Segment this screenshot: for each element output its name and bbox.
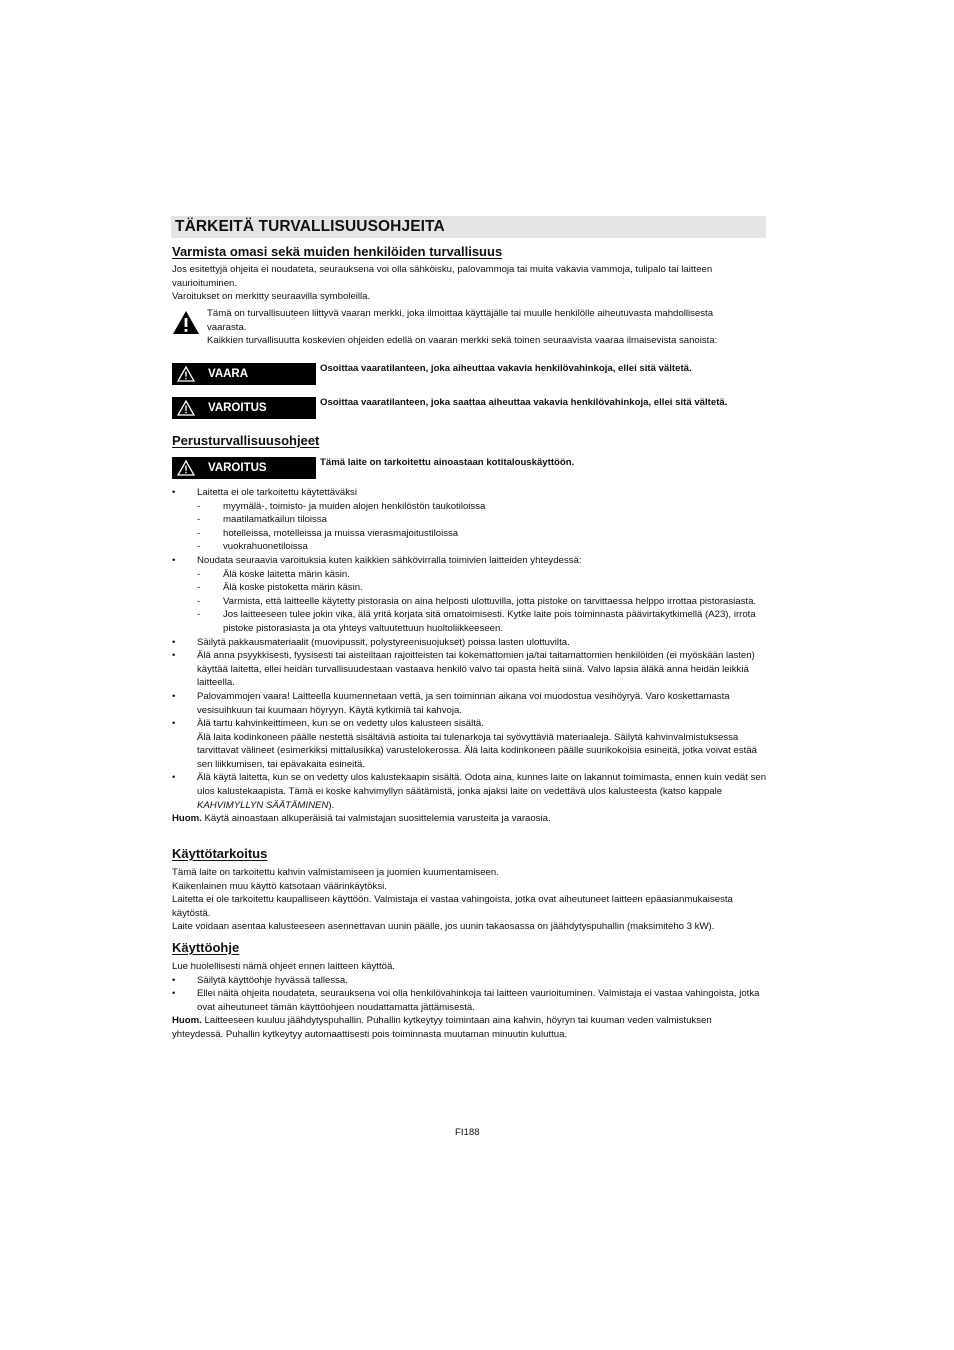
list-item-text: Laitetta ei ole tarkoitettu käytettäväksi [197,487,357,498]
list-item [172,690,768,717]
bullet-glyph: • [172,636,176,648]
sub-item-text: myymälä-, toimisto- ja muiden alojen henkilöstön taukotiloissa [223,500,486,512]
sub-item-text: Jos laitteeseen tulee jokin vika, älä yritä korjata sitä omatoimisesti. Kytke laite pois toiminnasta päävirtakytkimellä (A23), irrota pistoke pistorasiasta ja ota yhteys valtuutettuun huoltoliikkeeseen. [223,609,756,634]
sub-list-item [172,513,768,527]
list-item-text: Ellei näitä ohjeita noudateta, seurauksena voi olla henkilövahinkoja tai laitteen vaurioituminen. Valmistaja ei vastaa vahingoista, jotka ovat aiheutuneet tämän käyttöohjeen noudattamatta jättämisestä. [197,988,760,1013]
page-number: FI188 [455,1127,480,1138]
note-paragraph [172,1014,717,1041]
symbol-explanation [207,307,769,348]
list-item [172,649,768,690]
sub-list-item [172,581,768,595]
varoitus-label: VAROITUS [208,462,267,474]
instructions-block [172,960,768,1042]
section-heading-basic-safety: Perusturvallisuusohjeet [172,433,320,448]
sub-list-item [172,568,768,582]
dash-glyph: - [197,595,201,607]
dash-glyph: - [197,568,201,580]
list-item [172,987,768,1014]
list-item-text: Älä käytä laitetta, kun se on vedetty ulos kalustekaapin sisältä. Odota aina, kunnes laite on lakannut toimimasta, ennen kuin vedät sen ulos kalustekaapista. Tämä ei koske kahvimyllyn säätämistä, jonka ajaksi laite on vedettävä ulos kalusteesta (katso kappale [197,772,767,798]
warning-triangle-icon [177,460,195,476]
intended-use-line: Kaikenlainen muu käyttö katsotaan väärinkäytöksi. [172,880,387,892]
dash-glyph: - [197,527,201,539]
symbols-paragraph: Varoitukset on merkitty seuraavilla symboleilla. [172,291,371,302]
list-item [172,974,768,988]
varoitus-badge [172,457,316,479]
list-item-text: Älä tartu kahvinkeittimeen, kun se on vedetty ulos kalusteen sisältä. [197,718,484,730]
sub-item-text: Älä koske laitetta märin käsin. [223,568,350,580]
list-item-text-end: ). [328,799,335,811]
warning-triangle-icon [172,310,200,335]
intended-use-text [172,866,768,934]
intended-use-line: Tämä laite on tarkoitettu kahvin valmistamiseen ja juomien kuumentamiseen. [172,867,499,878]
symbol-explanation-line2: Kaikkien turvallisuutta koskevien ohjeiden edellä on vaaran merkki sekä toinen seuraavista vaaraa ilmaisevista sanoista: [207,335,718,347]
warning-triangle-icon [177,366,195,382]
bullet-glyph: • [172,554,176,566]
list-item-text: Älä anna psyykkisesti, fyysisesti tai aisteiltaan rajoitteisten tai kokemattomien ja/tai taitamattomien henkilöiden (ei myöskään lasten) käyttää laitetta, ellei heidän turvallisuudestaan vastaava henkilö valvo tai opasta heitä siinä. Valvo lapsia äläkä anna heidän leikkiä laitteella. [197,650,755,689]
vaara-description: Osoittaa vaaratilanteen, joka aiheuttaa vakavia henkilövahinkoja, ellei sitä vältetä. [320,363,692,374]
list-item [172,717,768,731]
warning-triangle-icon [177,400,195,416]
sub-item-text: hotelleissa, motelleissa ja muissa vierasmajoitustiloissa [223,527,459,539]
varoitus-badge [172,397,316,419]
instructions-intro: Lue huolellisesti nämä ohjeet ennen laitteen käyttöä. [172,961,395,972]
list-item [172,486,768,500]
dash-glyph: - [197,500,201,512]
sub-list-item [172,608,768,635]
section-heading-intended-use: Käyttötarkoitus [172,846,268,861]
bullet-glyph: • [172,988,176,1000]
list-item-continuation: Älä laita kodinkoneen päälle nestettä sisältäviä astioita tai tulenarkoja tai syövyttäviä materiaaleja. Säilytä kahvinvalmistuksessa tarvittavat välineet (esimerkiksi mittalusikka) varustelokerossa. Älä laita kodinkoneen päälle suurikokoisia esineitä, jotka voivat estää sen liikkumisen, tai epävakaita esineitä. [197,731,757,770]
bullet-glyph: • [172,718,176,730]
section-heading-instructions: Käyttöohje [172,940,240,955]
list-item-text: Noudata seuraavia varoituksia kuten kaikkien sähkövirralla toimivien laitteiden yhteydessä: [197,554,582,566]
list-item [172,771,768,812]
cross-reference: KAHVIMYLLYN SÄÄTÄMINEN [197,799,329,811]
vaara-badge [172,363,316,385]
sub-list-item [172,595,768,609]
sub-item-text: Älä koske pistoketta märin käsin. [223,582,363,594]
note-label: Huom. [172,1015,202,1027]
household-warning-text: Tämä laite on tarkoitettu ainoastaan kotitalouskäyttöön. [320,457,575,468]
sub-item-text: maatilamatkailun tiloissa [223,514,327,526]
dash-glyph: - [197,609,201,621]
symbol-explanation-line1: Tämä on turvallisuuteen liittyvä vaaran merkki, joka ilmoittaa käyttäjälle tai muulle henkilölle aiheutuvasta mahdollisesta vaarasta. [207,308,714,333]
bullet-glyph: • [172,650,176,662]
dash-glyph: - [197,514,201,526]
vaara-label: VAARA [208,368,249,380]
bullet-glyph: • [172,487,176,498]
note-paragraph [172,812,768,826]
bullet-glyph: • [172,772,176,784]
page-title: TÄRKEITÄ TURVALLISUUSOHJEITA [171,216,766,238]
list-item [172,554,768,568]
list-item [172,636,768,650]
sub-item-text: Varmista, että laitteelle käytetty pistorasia on aina helposti ulottuvilla, jotta pistoke on tarvittaessa helppo irrottaa pistorasiasta. [223,595,757,607]
varoitus-label: VAROITUS [208,402,267,414]
basic-safety-list [172,486,768,826]
sub-item-text: vuokrahuonetiloissa [223,541,308,553]
intended-use-line: Laitetta ei ole tarkoitettu kaupalliseen käyttöön. Valmistaja ei vastaa vahingoista, jotka ovat aiheutuneet laitteen epäasianmukaisesta käytöstä. [172,894,733,919]
sub-list-item [172,540,768,554]
varoitus-description: Osoittaa vaaratilanteen, joka saattaa aiheuttaa vakavia henkilövahinkoja, ellei sitä vältetä. [320,397,728,408]
bullet-glyph: • [172,690,176,702]
note-text: Laitteeseen kuuluu jäähdytyspuhallin. Puhallin kytkeytyy toimintaan aina kahvin, höyryn tai kuuman veden valmistuksen yhteydessä. Puhallin kytkeytyy automaattisesti pois toiminnasta muutaman minuutin kuluttua. [172,1015,712,1040]
note-label: Huom. [172,813,202,825]
list-item-text: Säilytä pakkausmateriaalit (muovipussit, polystyreenisuojukset) poissa lasten ulottuvilta. [197,636,570,648]
bullet-glyph: • [172,974,176,986]
safety-intro-paragraph: Jos esitettyjä ohjeita ei noudateta, seurauksena voi olla sähköisku, palovammoja tai muita vakavia vammoja, tulipalo tai laitteen vaurioituminen. [172,264,713,289]
list-item-text: Säilytä käyttöohje hyvässä tallessa. [197,974,348,986]
list-item-text: Palovammojen vaara! Laitteella kuumennetaan vettä, ja sen toiminnan aikana voi muodostua vesihöyryä. Varo koskettamasta vesisuihkuun tai kuumaan höyryyn. Käytä kytkimiä tai kahvoja. [197,690,730,716]
dash-glyph: - [197,582,201,594]
intended-use-line: Laite voidaan asentaa kalusteeseen asennettavan uunin päälle, jos uunin takaosassa on jäähdytyspuhallin (maksimiteho 3 kW). [172,921,715,933]
note-text: Käytä ainoastaan alkuperäisiä tai valmistajan suosittelemia varusteita ja varaosia. [201,813,551,825]
sub-list-item [172,527,768,541]
section-heading-safety: Varmista omasi sekä muiden henkilöiden turvallisuus [172,244,503,259]
dash-glyph: - [197,541,201,553]
sub-list-item [172,500,768,514]
